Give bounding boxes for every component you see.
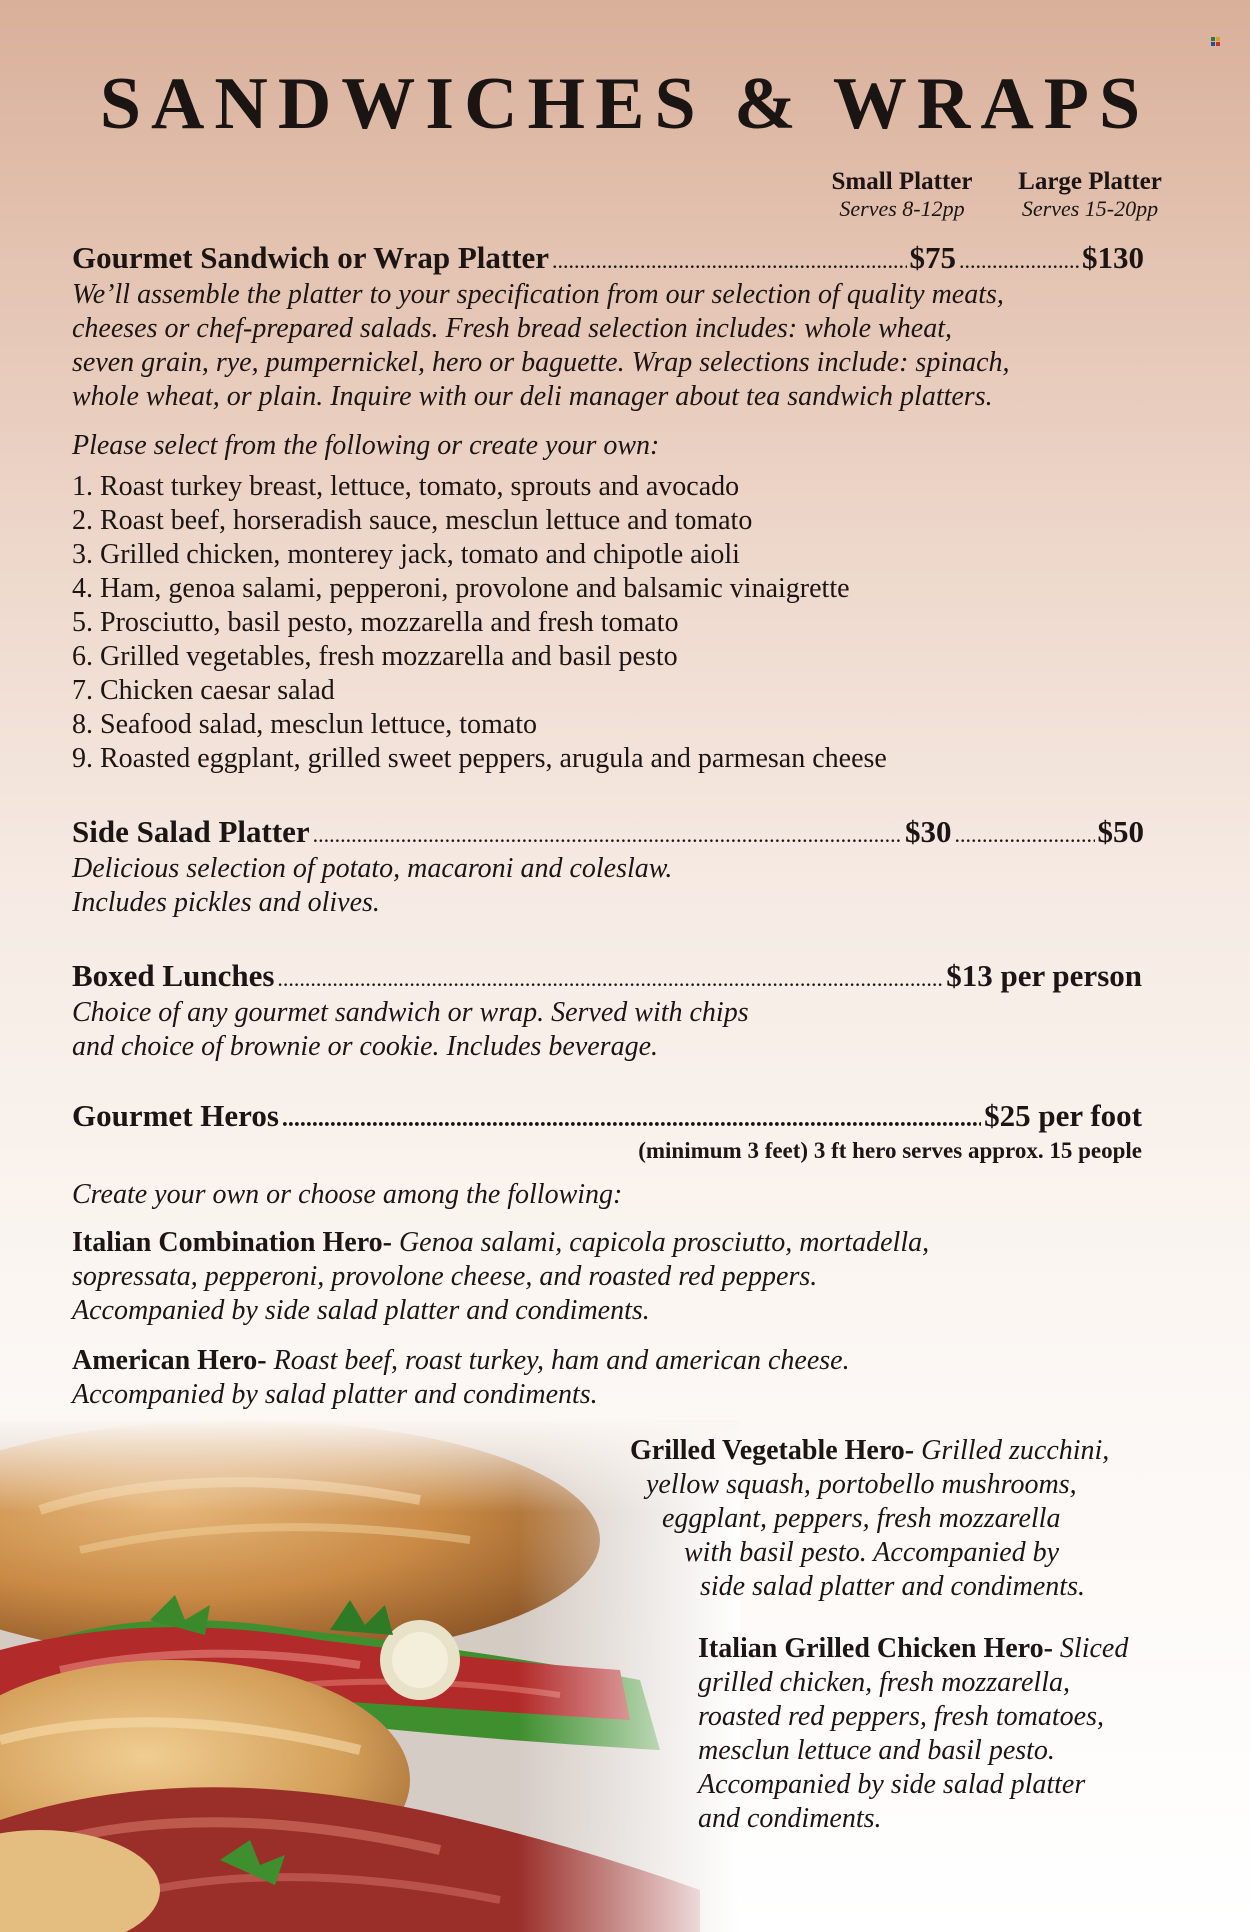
- list-item: 3. Grilled chicken, monterey jack, tomato and chipotle aioli: [72, 539, 740, 570]
- hero-name: Italian Grilled Chicken Hero-: [698, 1633, 1053, 1664]
- description-line: whole wheat, or plain. Inquire with our deli manager about tea sandwich platters.: [72, 381, 993, 412]
- leader-dots: [959, 248, 1079, 274]
- hero-name: American Hero-: [72, 1345, 267, 1376]
- hero-description: grilled chicken, fresh mozzarella,: [698, 1667, 1070, 1698]
- hero-name: Italian Combination Hero-: [72, 1227, 392, 1258]
- hero-description: sopressata, pepperoni, provolone cheese, and roasted red peppers.: [72, 1261, 818, 1292]
- side-salad-price-small: $30: [905, 814, 952, 849]
- list-item: 8. Seafood salad, mesclun lettuce, tomato: [72, 709, 537, 740]
- list-item: 6. Grilled vegetables, fresh mozzarella and basil pesto: [72, 641, 678, 672]
- gourmet-platter-description: [72, 278, 1172, 414]
- description-line: seven grain, rye, pumpernickel, hero or baguette. Wrap selections include: spinach,: [72, 347, 1010, 378]
- page-title: SANDWICHES & WRAPS: [99, 63, 1151, 145]
- italian-combination-hero: [72, 1226, 1192, 1328]
- boxed-lunches-name: Boxed Lunches: [72, 958, 275, 993]
- side-salad-row: [72, 814, 1144, 850]
- hero-description: Accompanied by salad platter and condiments.: [72, 1379, 598, 1410]
- description-line: cheeses or chef-prepared salads. Fresh bread selection includes: whole wheat,: [72, 313, 952, 344]
- leader-dots: [955, 822, 1095, 848]
- gourmet-platter-price-small: $75: [909, 240, 956, 275]
- side-salad-name: Side Salad Platter: [72, 814, 310, 849]
- large-platter-label: Large Platter: [1018, 168, 1162, 195]
- boxed-lunches-row: [72, 958, 1142, 994]
- description-line: Delicious selection of potato, macaroni and coleslaw.: [72, 853, 673, 884]
- sandwich-options-list: [72, 470, 1172, 776]
- list-item: 7. Chicken caesar salad: [72, 675, 335, 706]
- gourmet-heros-price: $25 per foot: [984, 1098, 1142, 1133]
- gourmet-heros-prompt: Create your own or choose among the following:: [72, 1179, 623, 1210]
- hero-description: yellow squash, portobello mushrooms,: [646, 1469, 1077, 1500]
- hero-description: side salad platter and condiments.: [700, 1571, 1085, 1602]
- description-line: and choice of brownie or cookie. Includes beverage.: [72, 1031, 659, 1062]
- italian-grilled-chicken-hero: [698, 1632, 1243, 1836]
- hero-description: roasted red peppers, fresh tomatoes,: [698, 1701, 1104, 1732]
- grilled-vegetable-hero: [630, 1434, 1230, 1604]
- hero-description: Accompanied by side salad platter and condiments.: [72, 1295, 650, 1326]
- side-salad-description: [72, 852, 1172, 920]
- hero-description: Roast beef, roast turkey, ham and american cheese.: [266, 1345, 850, 1376]
- list-item: 9. Roasted eggplant, grilled sweet peppers, arugula and parmesan cheese: [72, 743, 887, 774]
- gourmet-platter-prompt: Please select from the following or create your own:: [72, 430, 660, 461]
- large-platter-serves: Serves 15-20pp: [1021, 196, 1159, 221]
- hero-description: Accompanied by side salad platter: [698, 1769, 1086, 1800]
- gourmet-heros-note: (minimum 3 feet) 3 ft hero serves approx. 15 people: [638, 1138, 1142, 1163]
- sandwich-photo: [0, 1420, 740, 1932]
- description-line: Includes pickles and olives.: [72, 887, 380, 918]
- hero-description: Sliced: [1052, 1633, 1129, 1664]
- description-line: We’ll assemble the platter to your specification from our selection of quality meats,: [72, 279, 1004, 310]
- leader-dots: [552, 248, 906, 274]
- gourmet-platter-price-large: $130: [1082, 240, 1144, 275]
- gourmet-platter-row: [72, 240, 1144, 276]
- hero-name: Grilled Vegetable Hero-: [630, 1435, 915, 1466]
- gourmet-platter-name: Gourmet Sandwich or Wrap Platter: [72, 240, 550, 275]
- boxed-lunches-price: $13 per person: [946, 958, 1142, 993]
- hero-description: Genoa salami, capicola prosciutto, mortadella,: [391, 1227, 930, 1258]
- corner-mark-icon: [1211, 37, 1220, 46]
- hero-description: with basil pesto. Accompanied by: [684, 1537, 1060, 1568]
- gourmet-heros-name: Gourmet Heros: [72, 1098, 279, 1133]
- list-item: 5. Prosciutto, basil pesto, mozzarella and fresh tomato: [72, 607, 679, 638]
- description-line: Choice of any gourmet sandwich or wrap. Served with chips: [72, 997, 749, 1028]
- hero-description: Grilled zucchini,: [914, 1435, 1110, 1466]
- large-platter-header: [1000, 168, 1180, 222]
- leader-dots: [313, 822, 902, 848]
- list-item: 2. Roast beef, horseradish sauce, mesclun lettuce and tomato: [72, 505, 753, 536]
- small-platter-header: [812, 168, 992, 222]
- gourmet-heros-row: [72, 1098, 1142, 1134]
- small-platter-serves: Serves 8-12pp: [839, 196, 965, 221]
- list-item: 1. Roast turkey breast, lettuce, tomato, sprouts and avocado: [72, 471, 740, 502]
- small-platter-label: Small Platter: [831, 168, 973, 195]
- side-salad-price-large: $50: [1097, 814, 1144, 849]
- hero-description: and condiments.: [698, 1803, 882, 1834]
- leader-dots: [277, 966, 943, 992]
- american-hero: [72, 1344, 1192, 1412]
- hero-description: eggplant, peppers, fresh mozzarella: [662, 1503, 1061, 1534]
- leader-dots: [282, 1106, 981, 1133]
- boxed-lunches-description: [72, 996, 1172, 1064]
- list-item: 4. Ham, genoa salami, pepperoni, provolone and balsamic vinaigrette: [72, 573, 850, 604]
- hero-description: mesclun lettuce and basil pesto.: [698, 1735, 1055, 1766]
